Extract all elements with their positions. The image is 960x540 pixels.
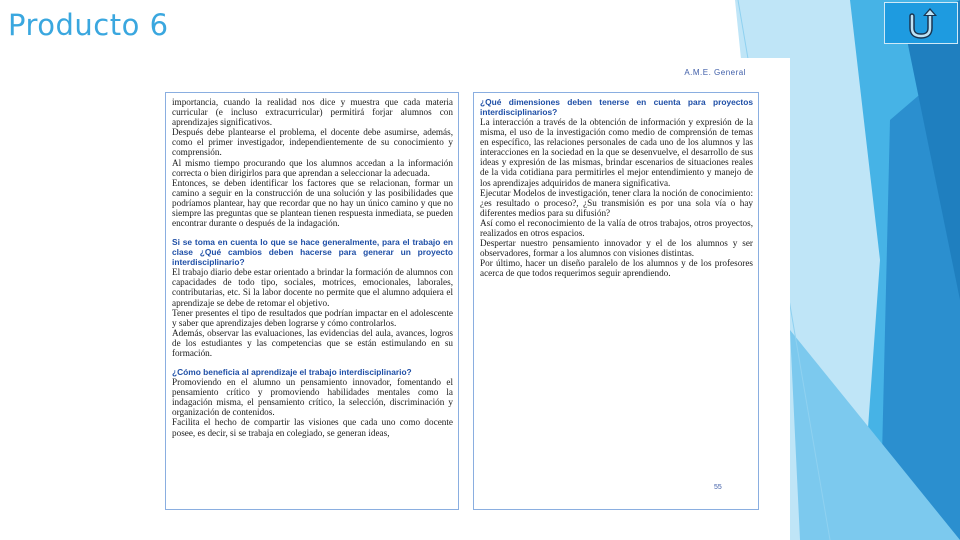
page-number: 55 <box>714 484 722 491</box>
paragraph: Así como el reconocimiento de la valía de otros trabajos, otros proyectos, realizados en otros espacios. <box>480 217 753 239</box>
right-column <box>473 92 759 510</box>
slide-title: Producto 6 <box>8 8 169 42</box>
paragraph: El trabajo diario debe estar orientado a brindar la formación de alumnos con capacidades de todo tipo, sociales, motrices, emocionales, laborales, contributarias, etc. Si la labor docente no permite que el alumno adquiera el aprendizaje se debe de retomar el objetivo. <box>172 267 453 308</box>
paragraph: Promoviendo en el alumno un pensamiento innovador, fomentando el pensamiento crítico y promoviendo habilidades mentales como la indagación misma, el pensamiento crítico, la selección, discriminación y organización de contenidos. <box>172 377 453 418</box>
u-turn-arrow-icon <box>903 6 939 40</box>
paragraph: Además, observar las evaluaciones, las evidencias del aula, avances, logros de los estudiantes y las competencias que se están estimulando en su formación. <box>172 327 453 358</box>
paragraph: Despertar nuestro pensamiento innovador y el de los alumnos y ser observadores, formar a los alumnos con visiones distintas. <box>480 238 753 259</box>
paragraph: Después debe plantearse el problema, el docente debe asumirse, además, como el primer investigador, independientemente de su conocimiento y comprensión. <box>172 127 453 158</box>
paragraph: Por último, hacer un diseño paralelo de los alumnos y de los profesores acerca de que todos requerimos seguir aprendiendo. <box>480 258 753 279</box>
left-column <box>165 92 459 510</box>
document-page <box>162 58 790 540</box>
section-heading: ¿Cómo beneficia al aprendizaje el trabajo interdisciplinario? <box>172 367 412 378</box>
page-header: A.M.E. General <box>684 68 746 77</box>
section-heading: ¿Qué dimensiones deben tenerse en cuenta para proyectos interdisciplinarios? <box>480 97 753 117</box>
paragraph: Entonces, se deben identificar los factores que se relacionan, formar un camino a seguir en la construcción de una solución y las posibilidades que podríamos plantear, hay que recordar que no hay un único camino y que no siempre las preguntas que se plantean tienen respuesta inmediata, se pueden encontrar durante o después de la indagación. <box>172 177 453 229</box>
paragraph: La interacción a través de la obtención de información y expresión de la misma, el uso de la investigación como medio de comprensión de temas en específico, las relaciones personales de cada uno de los alumnos y las interacciones en la sociedad en la que se desenvuelve, el desarrollo de sus ideas y expresión de las mismas, brindar escenarios de situaciones reales de la vida cotidiana para permitirles el mejor entendimiento y manejo de los aprendizajes adquiridos de manera significativa. <box>480 117 753 188</box>
paragraph: Tener presentes el tipo de resultados que podrían impactar en el adolescente y saber que aprendizajes deben lograrse y cómo controlarlos. <box>172 307 453 328</box>
paragraph: Al mismo tiempo procurando que los alumnos accedan a la información correcta o bien dirigirlos para que aprendan a seleccionar la adecuada. <box>172 157 453 178</box>
paragraph: importancia, cuando la realidad nos dice y muestra que cada materia curricular (e incluso extracurricular) permitirá forjar alumnos con aprendizajes significativos. <box>172 97 453 128</box>
return-button[interactable] <box>884 2 958 44</box>
paragraph: Facilita el hecho de compartir las visiones que cada uno como docente posee, es decir, si se trabaja en colegiado, se generan ideas, <box>172 417 453 438</box>
section-heading: Si se toma en cuenta lo que se hace generalmente, para el trabajo en clase ¿Qué cambios deben hacerse para generar un proyecto interdisciplinario? <box>172 237 453 268</box>
paragraph: Ejecutar Modelos de investigación, tener clara la noción de conocimiento: ¿es resultado o proceso?, ¿Su transmisión es por una sola vía o hay diferentes medios para su difusión? <box>480 187 753 218</box>
